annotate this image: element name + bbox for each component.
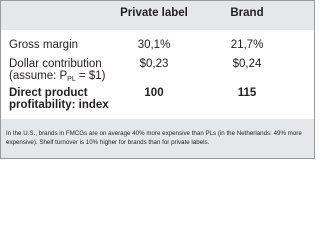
cell-gross-margin-private-label: 30,1% — [137, 39, 171, 51]
row-label-dollar-contribution-assumption: (assume: $P_{PL}$ = $1) — [9, 70, 106, 83]
row-label-gross-margin: Gross margin — [9, 39, 79, 51]
cell-profitability-private-label: 100 — [144, 87, 164, 99]
cell-dollar-contribution-private-label: $0,23 — [139, 58, 169, 70]
column-header-brand: Brand — [230, 7, 264, 19]
row-label-profitability-index: profitability: index — [9, 99, 109, 111]
cell-gross-margin-brand: 21,7% — [230, 39, 264, 51]
row-label-direct-product: Direct product — [9, 87, 88, 99]
row-label-dollar-contribution: Dollar contribution — [9, 58, 102, 70]
cell-dollar-contribution-brand: $0,24 — [232, 58, 262, 70]
cell-profitability-brand: 115 — [237, 87, 257, 99]
column-header-private-label: Private label — [120, 7, 188, 19]
footnote-text: In the U.S., brands in FMCGs are on average 40% more expensive than PLs (in the Netherlands: 49% more expensive). Shelf turnover is 10% higher for brands than for private labels. — [6, 130, 302, 146]
